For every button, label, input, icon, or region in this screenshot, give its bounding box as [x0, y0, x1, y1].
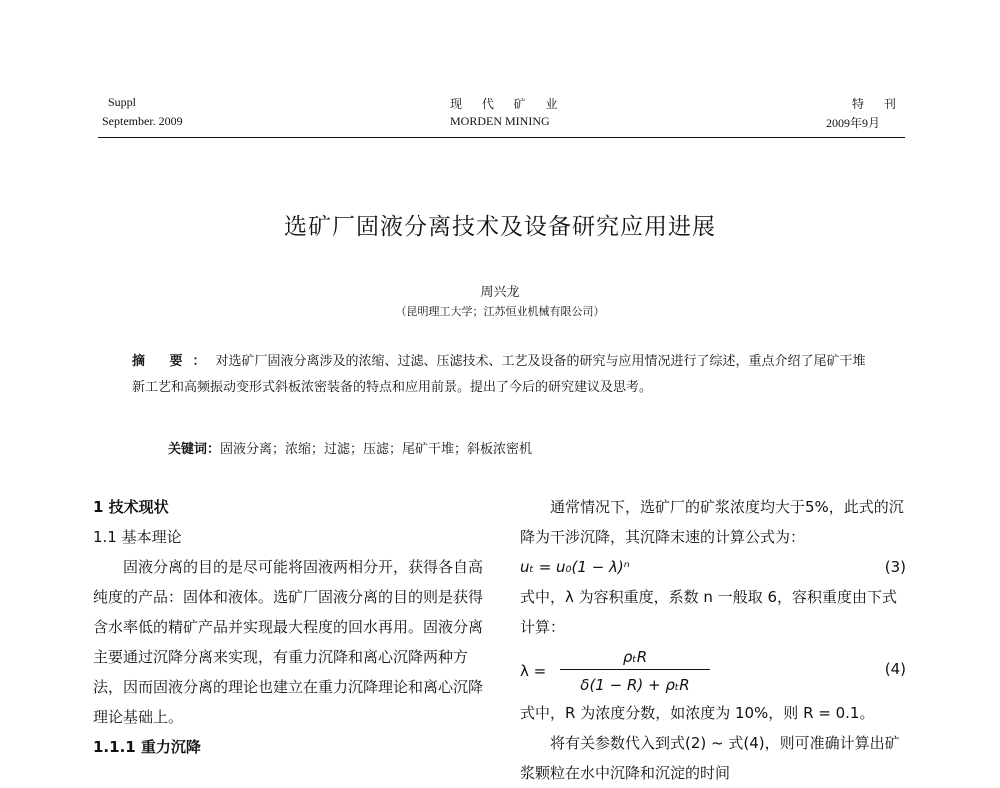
- equation-3: [520, 552, 910, 582]
- right-column: [520, 492, 910, 788]
- subsection-heading: 1.1 基本理论: [93, 528, 182, 546]
- header-special-issue: 特 刊: [852, 97, 904, 111]
- equation-4-number: (4): [884, 660, 906, 678]
- paragraph: 式中，R 为浓度分数，如浓度为 10%，则 R = 0.1。: [520, 704, 875, 722]
- abstract: [132, 349, 877, 401]
- abstract-label: 摘 要：: [132, 354, 216, 369]
- article-author: 周兴龙: [480, 285, 520, 300]
- header-suppl: Suppl: [108, 95, 137, 109]
- header-date-en: September. 2009: [102, 114, 183, 128]
- equation-4-lhs: λ =: [520, 662, 547, 680]
- equation-4: [520, 642, 910, 698]
- journal-name-cn: 现 代 矿 业: [450, 97, 566, 111]
- keywords-text: 固液分离；浓缩；过滤；压滤；尾矿干堆；斜板浓密机: [220, 442, 533, 457]
- section-heading: 1 技术现状: [93, 498, 169, 516]
- abstract-text: 对选矿厂固液分离涉及的浓缩、过滤、压滤技术、工艺及设备的研究与应用情况进行了综述，重点介绍了尾矿干堆新工艺和高频振动变形式斜板浓密装备的特点和应用前景。提出了今后的研究建议及思考。: [132, 354, 866, 395]
- article-affiliation: （昆明理工大学；江苏恒业机械有限公司）: [395, 305, 605, 318]
- paragraph: 通常情况下，选矿厂的矿浆浓度均大于5%，此式的沉降为干涉沉降，其沉降末速的计算公式为：: [520, 498, 904, 546]
- paragraph: 将有关参数代入到式(2) ~ 式(4)，则可准确计算出矿浆颗粒在水中沉降和沉淀的时间: [520, 734, 900, 782]
- article-title: 选矿厂固液分离技术及设备研究应用进展: [284, 214, 716, 240]
- subsubsection-heading: 1.1.1 重力沉降: [93, 738, 201, 756]
- paragraph: 式中，λ 为容积重度，系数 n 一般取 6，容积重度由下式计算：: [520, 588, 898, 636]
- left-column: [93, 492, 493, 762]
- header-rule: [98, 137, 905, 138]
- paragraph: 固液分离的目的是尽可能将固液两相分开，获得各自高纯度的产品：固体和液体。选矿厂固液分离的目的则是获得含水率低的精矿产品并实现最大程度的回水再用。固液分离主要通过沉降分离来实现，有重力沉降和离心沉降两种方法，因而固液分离的理论也建立在重力沉降理论和离心沉降理论基础上。: [93, 558, 484, 726]
- journal-name-en: MORDEN MINING: [450, 114, 550, 128]
- equation-4-numerator: ρₜR: [622, 648, 648, 666]
- equation-3-number: (3): [884, 558, 906, 576]
- keywords: [168, 438, 532, 457]
- equation-4-denominator: δ(1 − R) + ρₜR: [580, 676, 690, 694]
- header-date-cn: 2009年9月: [826, 116, 881, 130]
- keywords-label: 关键词：: [168, 442, 221, 457]
- equation-3-body: uₜ = u₀(1 − λ)ⁿ: [520, 558, 630, 576]
